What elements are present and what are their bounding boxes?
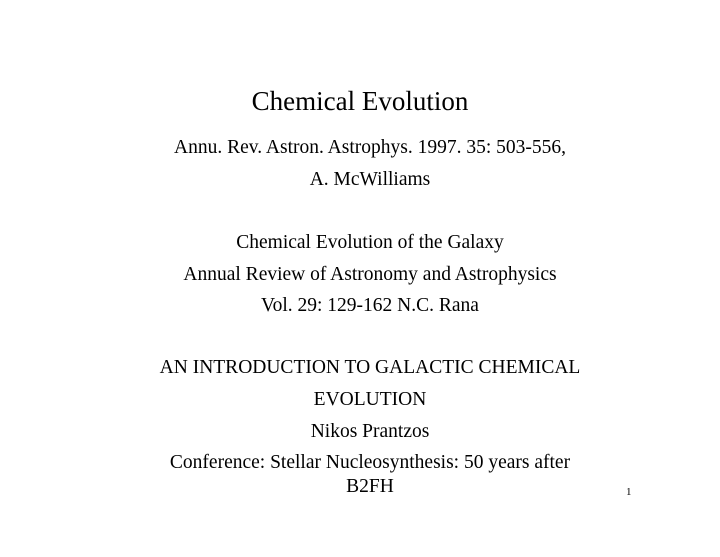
page-number: 1: [626, 486, 632, 498]
reference-2-title: Chemical Evolution of the Galaxy: [236, 232, 504, 253]
reference-2-volume-author: Vol. 29: 129-162 N.C. Rana: [261, 295, 479, 316]
reference-3-title-line-2: EVOLUTION: [313, 389, 427, 410]
reference-2-journal: Annual Review of Astronomy and Astrophysics: [183, 264, 557, 285]
reference-1-journal: Annu. Rev. Astron. Astrophys. 1997. 35: 503-556,: [174, 137, 566, 158]
reference-3-conference-end: B2FH: [346, 476, 394, 497]
slide-title: Chemical Evolution: [251, 86, 469, 116]
reference-3-author: Nikos Prantzos: [310, 421, 430, 442]
reference-3-conference: Conference: Stellar Nucleosynthesis: 50 years after: [169, 452, 571, 473]
reference-3-title-line-1: AN INTRODUCTION TO GALACTIC CHEMICAL: [159, 357, 581, 378]
reference-1-author: A. McWilliams: [309, 169, 431, 190]
